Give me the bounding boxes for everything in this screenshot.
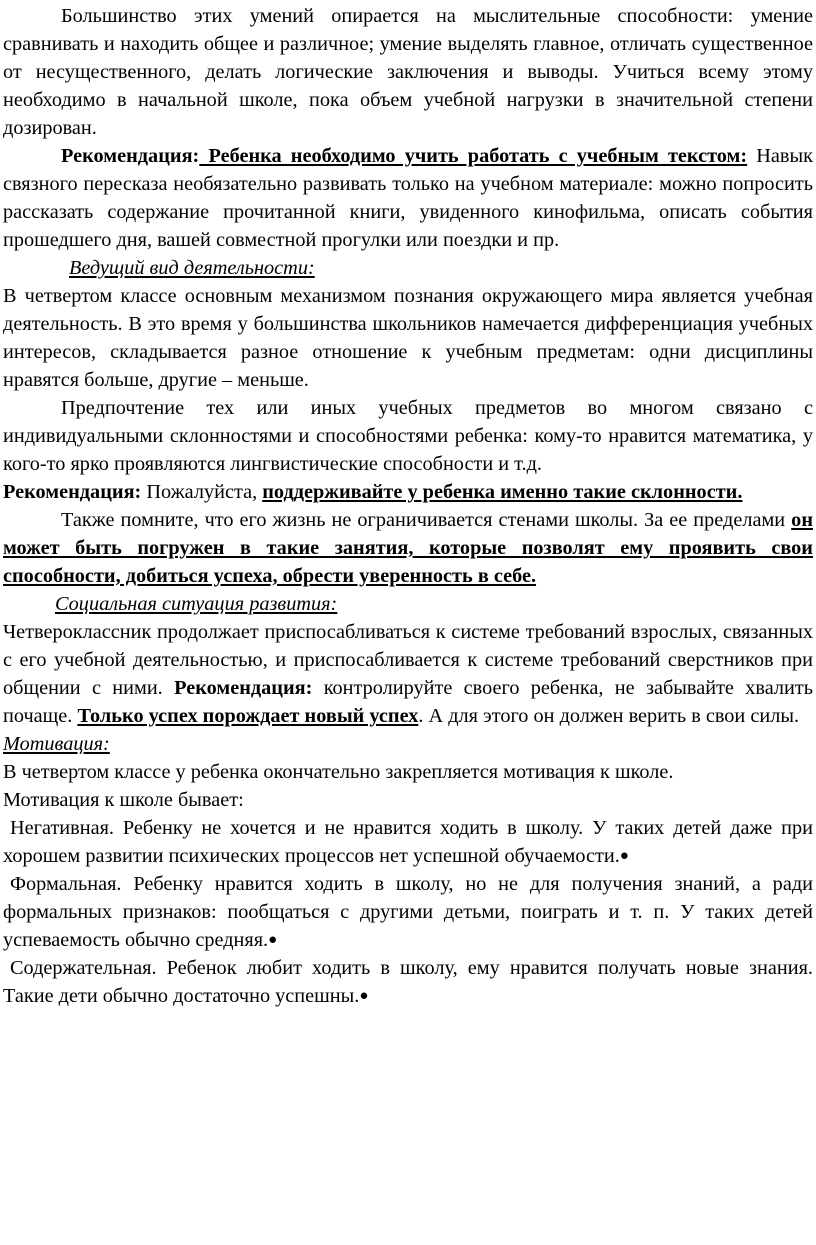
section-heading-leading-activity: [3, 254, 813, 282]
heading-text: Социальная ситуация развития:: [55, 593, 338, 615]
paragraph-text: Четвероклассник продолжает приспосабливаться к системе требований взрослых, связанных с его учебной деятельностью, и приспосабливается к системе требований сверстников при общении с ними.: [3, 621, 813, 699]
bullet-icon: ●: [359, 988, 369, 1004]
paragraph-recommendation-text: [3, 142, 813, 254]
document-page: [0, 2, 816, 1010]
paragraph-motivation-types: Мотивация к школе бывает:: [3, 789, 244, 811]
paragraph-skills: Большинство этих умений опирается на мыслительные способности: умение сравнивать и находить общее и различное; умение выделять главное, отличать существенное от несущественного, делать логические заключения и выводы. Учиться всему этому необходимо в начальной школе, пока объем учебной нагрузки в значительной степени дозирован.: [3, 5, 813, 139]
recommendation-label: Рекомендация:: [61, 145, 200, 167]
paragraph-text: Пожалуйста,: [141, 481, 263, 503]
recommendation-emphasis: поддерживайте у ребенка именно такие склонности.: [262, 481, 743, 503]
paragraph-text: контролируйте своего ребенка, не забывайте хвалить почаще.: [3, 677, 813, 727]
paragraph-negative-motivation: [3, 814, 813, 870]
emphasis-text: Только успех порождает новый успех: [77, 705, 419, 727]
paragraph-formal-motivation: [3, 870, 813, 954]
heading-text: Ведущий вид деятельности:: [69, 257, 315, 279]
paragraph-social-situation: [3, 618, 813, 730]
bullet-icon: ●: [619, 848, 629, 864]
recommendation-label: Рекомендация:: [3, 481, 142, 503]
paragraph-recommendation-support: [3, 478, 813, 506]
paragraph-text: Негативная. Ребенку не хочется и не нравится ходить в школу. У таких детей даже при хорошем развитии психических процессов нет успешной обучаемости.: [3, 817, 813, 867]
paragraph-learning-activity: В четвертом классе основным механизмом познания окружающего мира является учебная деятельность. В это время у большинства школьников намечается дифференциация учебных интересов, складывается разное отношение к учебным предметам: одни дисциплины нравятся больше, другие – меньше.: [3, 285, 813, 391]
section-heading-social-situation: [3, 590, 813, 618]
paragraph-text: Также помните, что его жизнь не ограничивается стенами школы. За ее пределами: [61, 509, 792, 531]
paragraph-subject-preference: Предпочтение тех или иных учебных предметов во многом связано с индивидуальными склонностями и способностями ребенка: кому-то нравится математика, у кого-то ярко проявляются лингвистические способности и т.д.: [3, 397, 813, 475]
recommendation-label: Рекомендация:: [174, 677, 313, 699]
bullet-icon: ●: [268, 932, 278, 948]
recommendation-emphasis: Ребенка необходимо учить работать с учебным текстом:: [199, 145, 748, 167]
paragraph-text: Формальная. Ребенку нравится ходить в школу, но не для получения знаний, а ради формальных признаков: пообщаться с другими детьми, поиграть и т. п. У таких детей успеваемость обычно средняя.: [3, 873, 813, 951]
paragraph-text: . А для этого он должен верить в свои силы.: [418, 705, 800, 727]
paragraph-outside-school: [3, 506, 813, 590]
paragraph-content-motivation: [3, 954, 813, 1010]
paragraph-text: Навык связного пересказа необязательно развивать только на учебном материале: можно попросить рассказать содержание прочитанной книги, увиденного кинофильма, описать события прошедшего дня, вашей совместной прогулки или поездки и пр.: [3, 145, 813, 251]
paragraph-text: Содержательная. Ребенок любит ходить в школу, ему нравится получать новые знания. Такие дети обычно достаточно успешны.: [3, 957, 813, 1007]
paragraph-motivation-intro: В четвертом классе у ребенка окончательно закрепляется мотивация к школе.: [3, 761, 674, 783]
section-heading-motivation: [3, 730, 813, 758]
emphasis-text: он может быть погружен в такие занятия, которые позволят ему проявить свои способности, добиться успеха, обрести уверенность в себе.: [3, 509, 813, 587]
heading-text: Мотивация:: [3, 733, 110, 755]
